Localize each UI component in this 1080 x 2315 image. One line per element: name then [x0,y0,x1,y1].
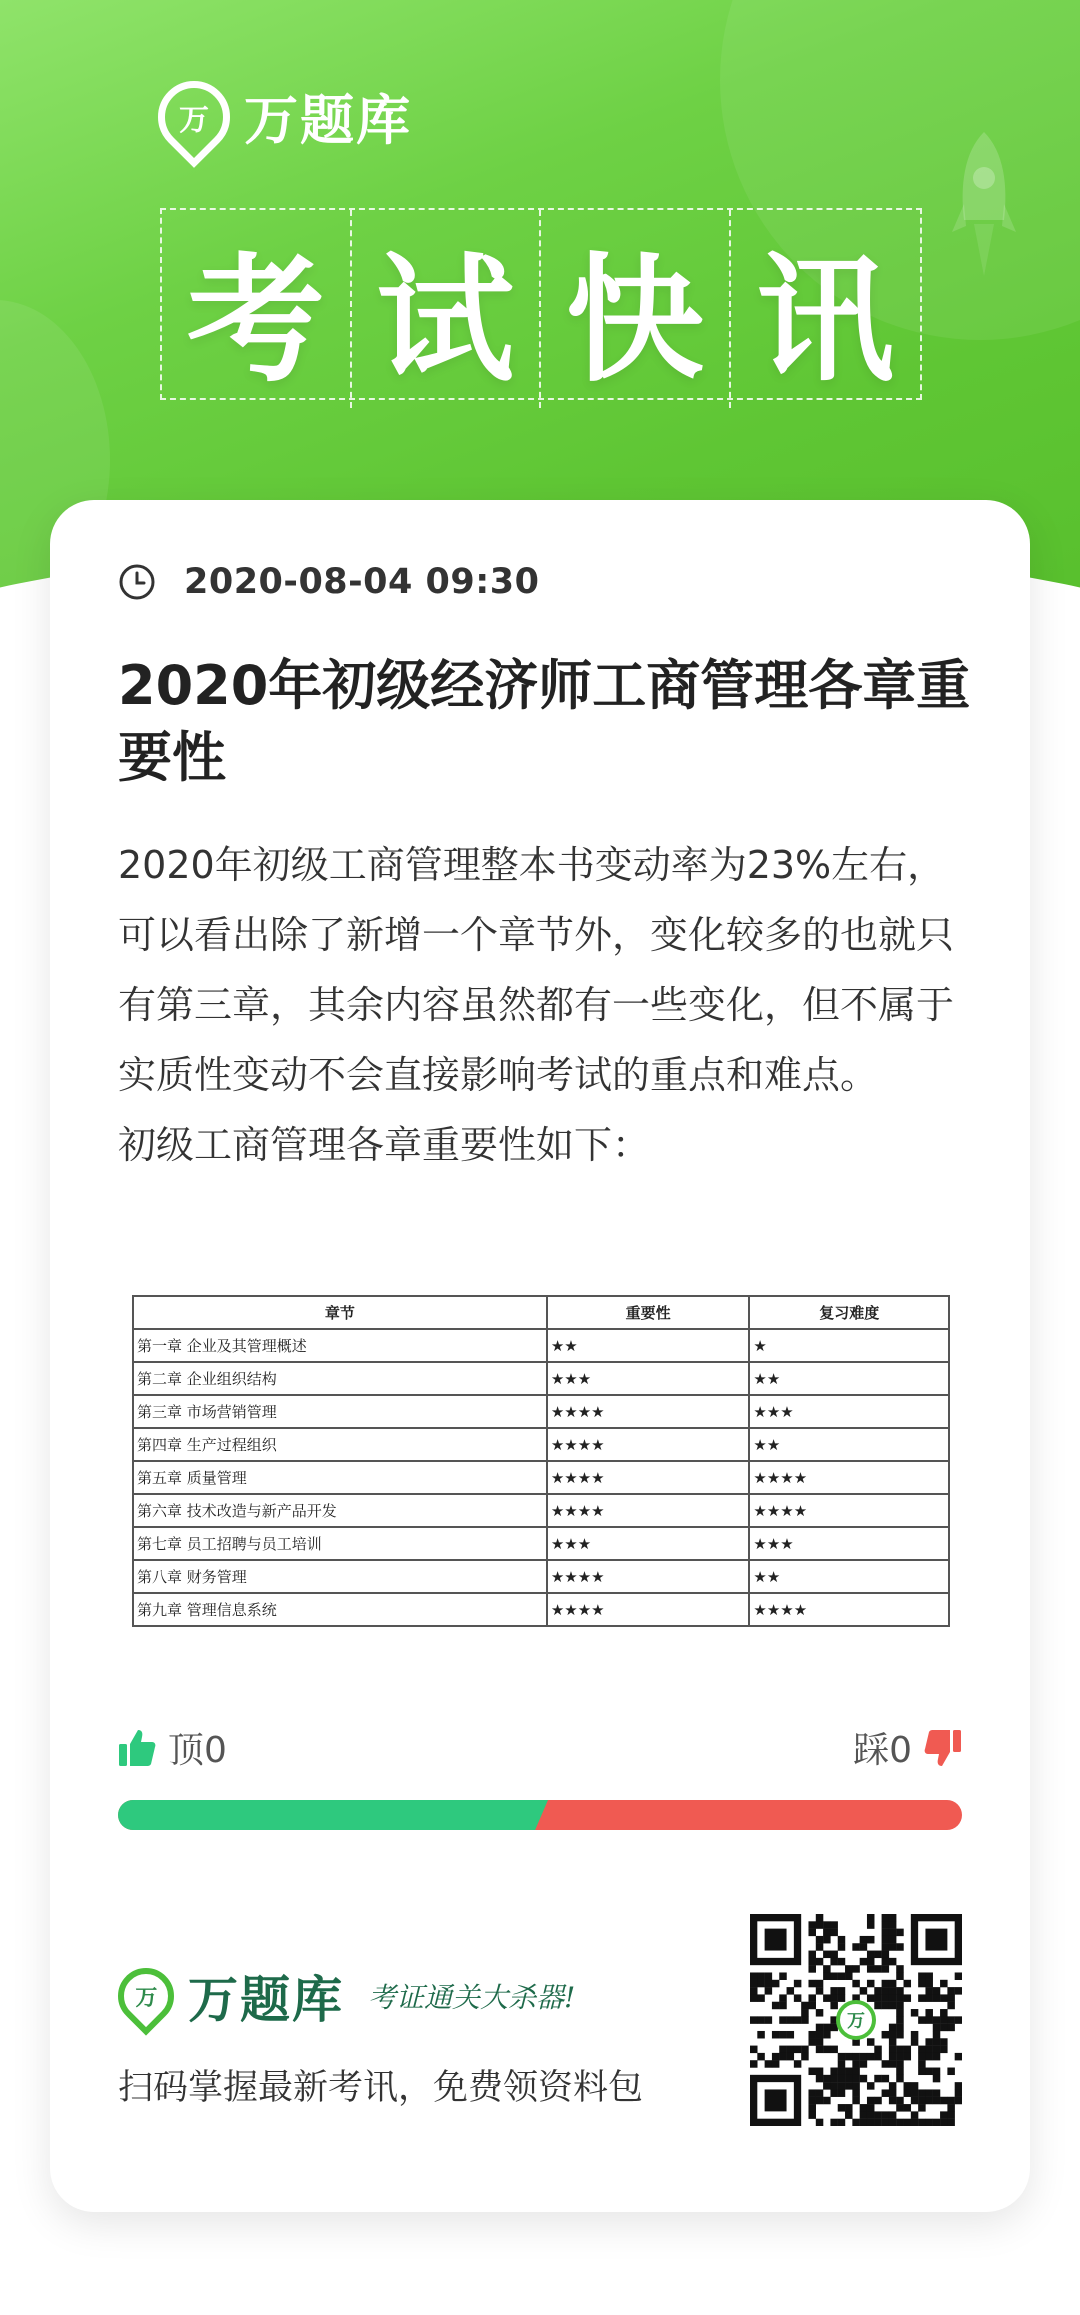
table-row [133,1461,949,1494]
upvote-label: 顶0 [168,1730,227,1771]
title-char: 讯 [756,240,895,401]
table-cell: ★★★★ [547,1395,750,1428]
table-header: 章节 [133,1296,547,1329]
table-cell: ★★ [749,1428,949,1461]
table-cell: ★★★★ [749,1461,949,1494]
table-cell: ★★★★ [547,1428,750,1461]
table-cell: ★★★★ [749,1593,949,1626]
page-title [160,208,922,400]
article-paragraph: 2020年初级工商管理整本书变动率为23%左右，可以看出除了新增一个章节外，变化较多的也就只有第三章，其余内容虽然都有一些变化，但不属于实质性变动不会直接影响考试的重点和难点。 [118,843,955,1097]
table-header: 复习难度 [749,1296,949,1329]
title-char: 考 [162,210,352,408]
thumbs-down-icon [924,1728,962,1768]
table-cell: ★★ [547,1329,750,1362]
article-card [50,500,1030,2212]
importance-table [132,1295,950,1627]
downvote-button[interactable] [853,1722,962,1773]
map-pin-icon: 万 [106,1956,185,2035]
article-paragraph: 初级工商管理各章重要性如下： [118,1123,651,1167]
publish-time [118,562,539,602]
table-cell: ★★★★ [749,1494,949,1527]
table-header: 重要性 [547,1296,750,1329]
upvote-button[interactable] [118,1722,227,1773]
thumbs-up-icon [118,1728,156,1768]
table-row [133,1593,949,1626]
map-pin-icon: 万 [143,66,245,168]
table-row [133,1560,949,1593]
table-cell: 第四章 生产过程组织 [133,1428,547,1461]
time-text: 2020-08-04 09:30 [184,562,540,602]
table-row [133,1329,949,1362]
table-row [133,1428,949,1461]
table-cell: ★★★ [749,1527,949,1560]
vote-ratio-bar [118,1800,962,1830]
title-char: 快 [541,210,731,408]
article-body [118,830,978,1180]
table-cell: ★★★★ [547,1461,750,1494]
table-row [133,1362,949,1395]
table-cell: ★ [749,1329,949,1362]
table-cell: ★★★★ [547,1593,750,1626]
table-cell: ★★ [749,1560,949,1593]
footer-text: 扫码掌握最新考讯，免费领资料包 [118,2068,644,2108]
table-cell: 第七章 员工招聘与员工培训 [133,1527,547,1560]
downvote-label: 踩0 [853,1730,912,1771]
table-cell: 第一章 企业及其管理概述 [133,1329,547,1362]
table-cell: ★★★★ [547,1560,750,1593]
clock-icon [118,563,156,601]
table-cell: ★★★★ [547,1494,750,1527]
rocket-icon [950,128,1018,278]
table-row [133,1527,949,1560]
table-cell: ★★★ [749,1395,949,1428]
table-cell: 第六章 技术改造与新产品开发 [133,1494,547,1527]
table-cell: 第三章 市场营销管理 [133,1395,547,1428]
vote-ratio-up [118,1800,548,1830]
table-row [133,1494,949,1527]
footer-brand-name: 万题库 [188,1971,344,2029]
qr-code[interactable] [750,1914,962,2126]
table-cell: 第五章 质量管理 [133,1461,547,1494]
title-char: 试 [352,210,542,408]
table-cell: 第九章 管理信息系统 [133,1593,547,1626]
table-cell: ★★★ [547,1362,750,1395]
table-cell: 第二章 企业组织结构 [133,1362,547,1395]
vote-row [118,1722,962,1771]
table-header-row [133,1296,949,1329]
article-title: 2020年初级经济师工商管理各章重要性 [118,654,971,789]
footer-slogan: 考证通关大杀器! [368,1981,576,2014]
brand-name: 万题库 [244,89,412,152]
qr-logo-text: 万 [847,2011,865,2032]
footer-brand [118,1960,575,2032]
table-cell: 第八章 财务管理 [133,1560,547,1593]
table-cell: ★★ [749,1362,949,1395]
table-row [133,1395,949,1428]
brand-logo [158,78,412,155]
table-cell: ★★★ [547,1527,750,1560]
